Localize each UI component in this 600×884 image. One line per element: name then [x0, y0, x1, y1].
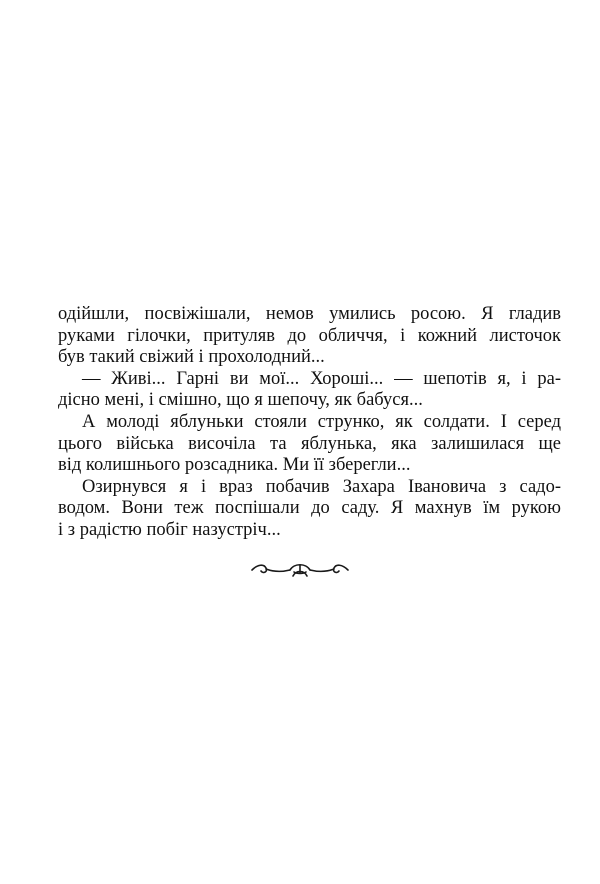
text-line: цього війська височіла та яблунька, яка залишилася ще: [58, 433, 561, 454]
paragraph-2: [58, 369, 561, 412]
flourish-ornament-icon: [248, 560, 352, 580]
paragraph-3: [58, 412, 561, 477]
text-line: руками гілочки, притуляв до обличчя, і кожний листочок: [58, 325, 561, 346]
text-line: — Живі... Гарні ви мої... Хороші... — шепотів я, і ра-: [82, 368, 561, 389]
paragraph-4: [58, 477, 561, 542]
text-line: водом. Вони теж поспішали до саду. Я махнув їм рукою: [58, 498, 561, 519]
text-line: від колишнього розсадника. Ми її зберегли...: [58, 455, 411, 476]
text-line: дісно мені, і смішно, що я шепочу, як бабуся...: [58, 390, 423, 411]
paragraph-1: [58, 304, 561, 369]
text-line: і з радістю побіг назустріч...: [58, 519, 281, 540]
text-line: одійшли, посвіжішали, немов умились росою. Я гладив: [58, 304, 561, 324]
text-line: А молоді яблуньки стояли струнко, як солдати. І серед: [82, 411, 561, 432]
text-line: був такий свіжий і прохолодний...: [58, 347, 325, 368]
story-text: [58, 304, 561, 542]
text-line: Озирнувся я і враз побачив Захара Івановича з садо-: [82, 476, 561, 497]
